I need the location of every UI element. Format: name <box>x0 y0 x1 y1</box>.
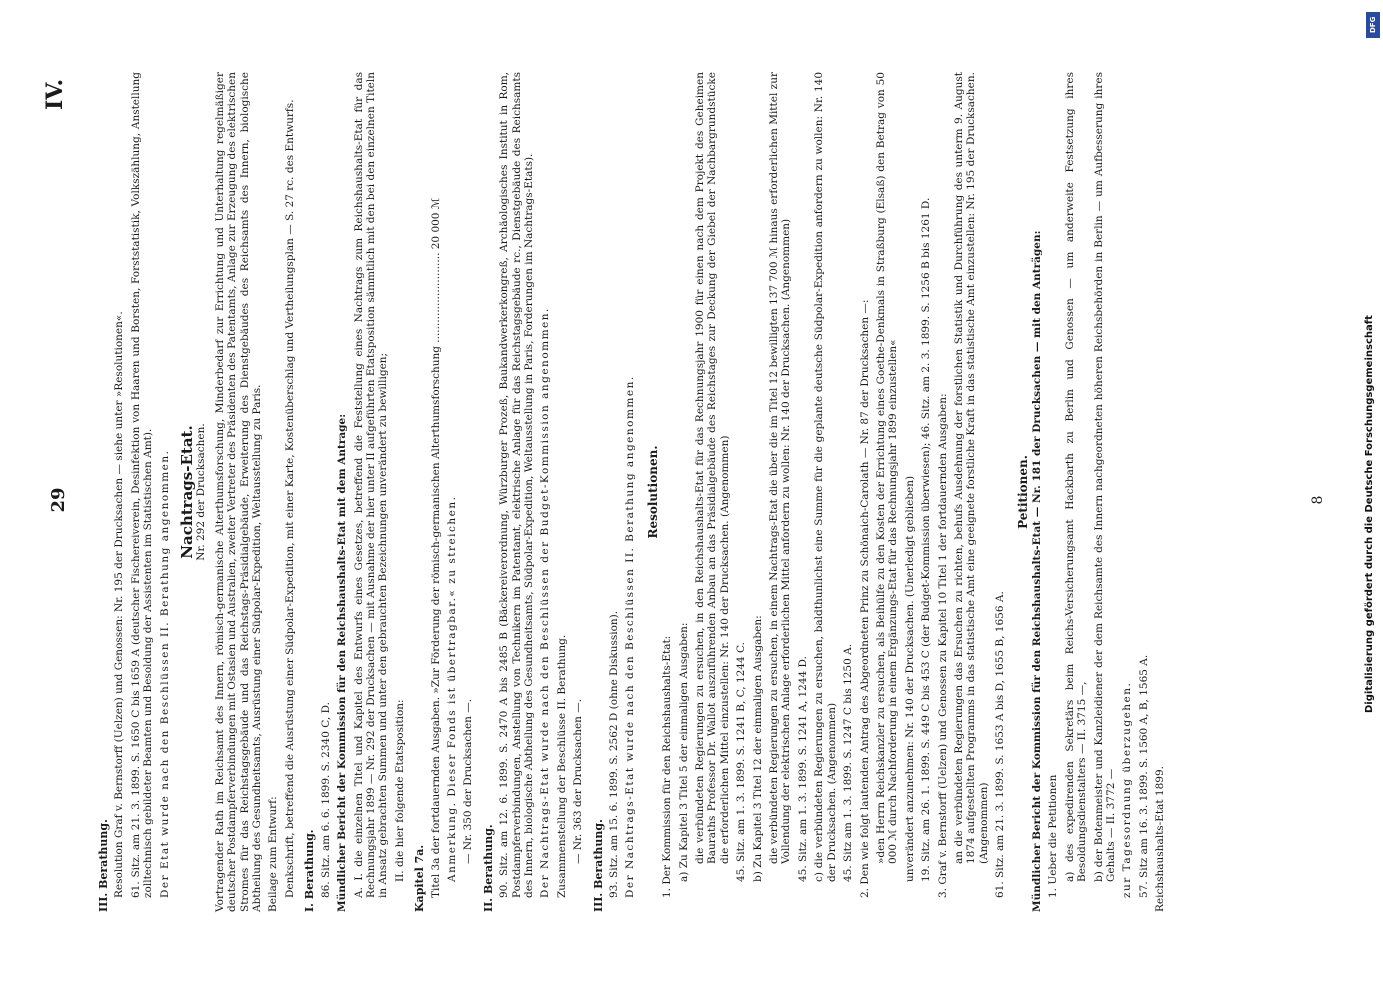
page-number: 29 <box>48 487 69 513</box>
list-item: »den Herrn Reichskanzler zu ersuchen, als Beihülfe zu den Kosten der Errichtung eines Goethe-Denkmals in Straßburg (Elsaß) den Betrag von 50 000 ℳ durch Nachforderung in einem Ergänzungs-Etat für das Rechnungsjahr 1899 einzustellen« <box>874 72 900 864</box>
paragraph: II. die hier folgende Etatsposition: <box>393 699 406 882</box>
list-item: Reichshaushalts-Etat 1899. <box>1154 766 1167 912</box>
paragraph: — Nr. 350 der Drucksachen —. <box>462 698 475 864</box>
paragraph: Beilage zum Entwurf: <box>267 796 280 912</box>
kapitel-heading: Kapitel 7a. <box>413 844 427 912</box>
list-item: 45. Sitz am 1. 3. 1899. S. 1247 C bis 1250 A. <box>842 643 855 882</box>
list-item: 1. Ueber die Petitionen <box>1047 774 1060 898</box>
list-item: zur Tagesordnung überzugehen. <box>1121 681 1134 898</box>
paragraph: Anmerkung. Dieser Fonds ist übertragbar.« zu streichen. <box>445 495 458 882</box>
second-reading-heading: II. Berathung. <box>481 824 495 912</box>
list-item: c) die verbündeten Regierungen zu ersuchen, baldthunlichst eine Summe für die geplante deutsche Südpolar-Expedition anfordern zu wollen: Nr. 140 der Drucksachen. (Angenommen) <box>813 72 838 882</box>
paragraph: 93. Sitz. am 15. 6. 1899. S. 2562 D (ohne Diskussion). <box>608 610 620 898</box>
paragraph: Resolution Graf v. Bernstorff (Uelzen) und Genossen: Nr. 195 der Drucksachen — siehe unter »Resolutionen«. <box>113 311 126 898</box>
footer-number: 8 <box>1310 495 1326 505</box>
third-reading-heading-2: III. Berathung. <box>591 819 605 912</box>
list-item: die verbündeten Regierungen zu ersuchen, in den Reichshaushalts-Etat für das Rechnungsjahr 1900 für einen nach dem Projekt des Geheimen Bauraths Professor Dr. Wallot auszuführenden Anbau an das Präsidialgebäude des Reichstages zur Deckung der Giebel der Nachbargrundstücke die erforderlichen Mittel einzustellen: Nr. 140 der Drucksachen. (Angenommen) <box>694 72 731 864</box>
list-item: b) der Botenmeister und Kanzleidiener der dem Reichsamte des Innern nachgeordneten höheren Reichsbehörden in Berlin — um Aufbesserung ihres Gehalts — II. 3772 — <box>1092 72 1117 882</box>
list-item: 19. Sitz. am 26. 1. 1899. S. 449 C bis 453 C (der Budget-Kommission überwiesen); 46. Sitz. am 2. 3. 1899. S. 1256 B bis 1261 D. <box>920 197 933 882</box>
paragraph: Denkschrift, betreffend die Ausrüstung einer Südpolar-Expedition, mit einer Karte, Kostenüberschlag und Vertheilungsplan — S. 27 rc. des Entwurfs. <box>283 99 296 898</box>
list-item: a) Zu Kapitel 3 Titel 5 der einmaligen Ausgaben: <box>677 622 690 882</box>
dfg-logo-icon: DFG <box>1366 12 1380 38</box>
list-item: 57. Sitz am 16. 3. 1899. S. 1560 A, B, 1565 A. <box>1137 654 1150 898</box>
paragraph: Mündlicher Bericht der Kommission für den Reichshaushalts-Etat — Nr. 181 der Drucksachen — mit den Anträgen: <box>1030 230 1043 912</box>
list-item: an die verbündeten Regierungen das Ersuchen zu richten, behufs Ausdehnung der forstlichen Statistik und Durchführung des unterm 9. August 1874 aufgestellten Programms in das statistische Amt eine geeignete forstliche Kraft in das statistische Amt einzustellen: Nr. 195 der Drucksachen. (Angenommen) <box>952 72 990 864</box>
list-item: b) Zu Kapitel 3 Titel 12 der einmaligen Ausgaben: <box>751 615 764 882</box>
paragraph: — Nr. 363 der Drucksachen —. <box>572 698 585 864</box>
list-item: 3. Graf v. Bernstorff (Uelzen) und Genossen zu Kapitel 10 Titel 1 der fortdauernden Ausgaben: <box>936 393 949 898</box>
paragraph: Der Nachtrags-Etat wurde nach den Beschlüssen der Budget-Kommission angenommen. <box>539 307 552 898</box>
list-item: unverändert anzunehmen: Nr. 140 der Drucksachen. (Unerledigt geblieben) <box>903 475 916 882</box>
nachtrag-title: Nachtrags-Etat. <box>178 425 197 559</box>
paragraph: Der Nachtrags-Etat wurde nach den Beschlüssen II. Berathung angenommen. <box>624 375 637 898</box>
paragraph: 86. Sitz. am 6. 6. 1899. S. 2340 C, D. <box>319 702 332 898</box>
list-item: 45. Sitz. am 1. 3. 1899. S. 1241 B, C, 1244 C. <box>735 641 748 882</box>
paragraph: A. I. die einzelnen Titel und Kapitel des Entwurfs eines Gesetzes, betreffend die Feststellung eines Nachtrags zum Reichshaushalts-Etat für das Rechnungsjahr 1899 — Nr. 292 der Drucksachen — mit Ausnahme der hier unter II aufgeführten Etatsposition sämmtlich mit den bei den einzelnen Titeln in Ansatz gebrachten Summen und unter den gebrauchten Bezeichnungen unverändert zu bewilligen; <box>352 72 390 898</box>
section-numeral: IV. <box>42 78 68 110</box>
petitionen-title: Petitionen. <box>1015 455 1030 529</box>
nachtrag-subtitle: Nr. 292 der Drucksachen. <box>195 423 208 561</box>
list-item: a) des expedirenden Sekretärs beim Reichs-Versicherungsamt Hackbarth zu Berlin und Genossen — um anderweite Festsetzung ihres Besoldungsdienstalters — II. 3715 —, <box>1063 72 1089 882</box>
third-reading-heading: III. Berathung. <box>97 819 110 912</box>
list-item: 61. Sitz. am 21. 3. 1899. S. 1653 A bis D, 1655 B, 1656 A. <box>994 591 1007 898</box>
first-reading-heading: I. Berathung. <box>303 829 317 912</box>
paragraph: Der Etat wurde nach den Beschlüssen II. Berathung angenommen. <box>158 449 171 898</box>
list-item: die verbündeten Regierungen zu ersuchen, in einem Nachtrags-Etat die über die im Titel 12 bewilligten 137 700 ℳ hinaus erforderlichen Mittel zur Vollendung der elektrischen Anlage erforderlichen Mittel anfordern zu wollen: Nr. 140 der Drucksachen. (Angenommen) <box>768 72 793 864</box>
paragraph: Titel 3a der fortdauernden Ausgaben. »Zur Förderung der römisch-germanischen Alterthumsforschung ........................... 20 000 ℳ <box>429 197 442 898</box>
digitization-note: Digitalisierung gefördert durch die Deutsche Forschungsgemeinschaft <box>1364 315 1375 713</box>
list-item: 45. Sitz. am 1. 3. 1899. S. 1241 A, 1244 D. <box>796 656 809 882</box>
document-body <box>90 72 1171 912</box>
list-item: 1. Der Kommission für den Reichshaushalts-Etat: <box>661 635 674 898</box>
paragraph: 90. Sitz. am 12. 6. 1899. S. 2470 A bis 2485 B (Bäckereiverordnung, Würzburger Prozeß, Baukandwerkerkongreß, Archäologisches Institut in Rom, Postdampferverbindungen, Anstellung von Technikern im Patentamt, elektrische Anlage für das Reichstagsgebäude rc., Dienstgebäude des Reichsamts des Innern, biologische Abtheilung des Gesundheitsamts, Südpolar-Expedition, Weltausstellung in Paris, Forderungen im Nachtrags-Etats). <box>498 72 535 898</box>
paragraph: Zusammenstellung der Beschlüsse II. Berathung. <box>555 634 568 898</box>
resolutionen-title: Resolutionen. <box>645 445 660 539</box>
paragraph: Mündlicher Bericht der Kommission für den Reichshaushalts-Etat mit dem Antrage: <box>336 413 349 912</box>
list-item: 2. Den wie folgt lautenden Antrag des Abgeordneten Prinz zu Schönaich-Carolath — Nr. 87 der Drucksachen —: <box>858 299 871 898</box>
paragraph: 61. Sitz. am 21. 3. 1899. S. 1650 C bis 1659 A (deutscher Fischereiverein, Desinfektion von Haaren und Borsten, Forststatistik, Volkszählung, Anstellung zolltechnisch gebildeter Beamten und Besoldung der Assistenten im Statistischen Amt). <box>129 72 155 898</box>
paragraph: Vortragender Rath im Reichsamt des Innern, römisch-germanische Alterthumsforschung, Minderbedarf zur Errichtung und Unterhaltung regelmäßiger deutscher Postdampferverbindungen mit Ostasien und Australien, zweiter Vertreter des Präsidenten des Patentamts, Anlage zur Erzeugung des elektrischen Stromes für das Reichstagsgebäude und das Reichstags-Präsidialgebäude, Erweiterung des Dienstgebäudes des Reichsamts des Innern, biologische Abtheilung des Gesundheitsamts, Ausrüstung einer Südpolar-Expedition, Weltausstellung zu Paris. <box>213 72 264 912</box>
